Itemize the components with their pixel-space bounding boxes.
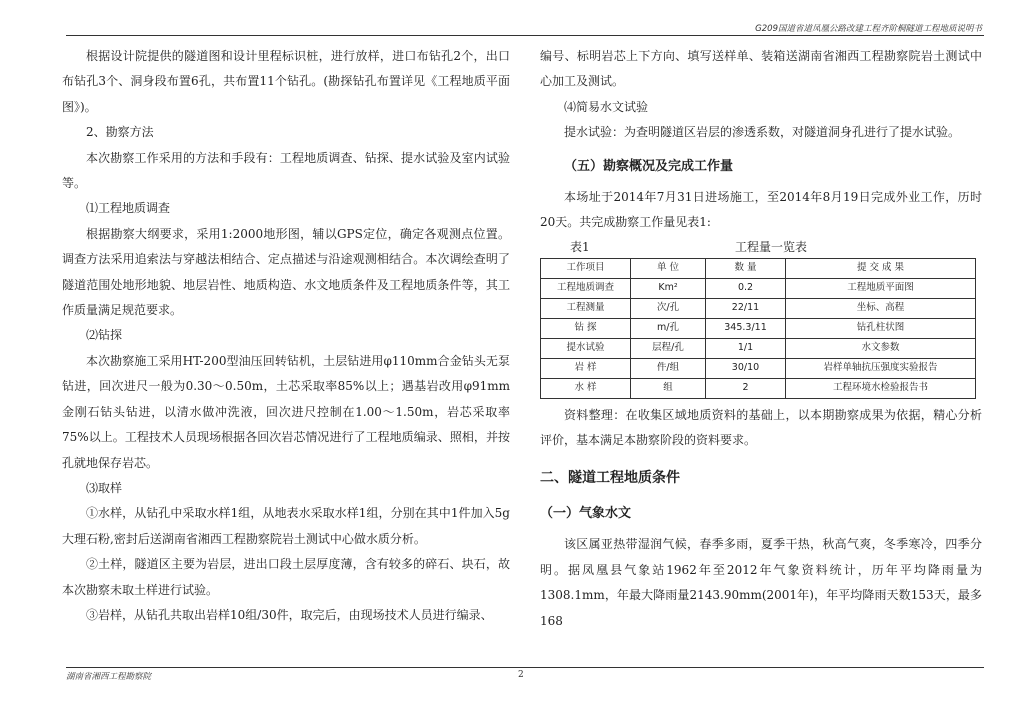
table-cell: 工程地质平面图 bbox=[786, 278, 976, 298]
paragraph: 资料整理：在收集区域地质资料的基础上，以本期勘察成果为依据，精心分析评价，基本满足本勘察阶段的资料要求。 bbox=[540, 407, 982, 448]
running-header: G209国道省道凤凰公路改建工程齐阶桐隧道工程地质说明书 bbox=[755, 24, 982, 34]
table-cell: 岩样单轴抗压强度实验报告 bbox=[786, 358, 976, 378]
paragraph: 本次勘察施工采用HT-200型油压回转钻机，土层钻进用φ110mm合金钻头无泵钻进，回次进尺一般为0.30～0.50m，土芯采取率85%以上；遇基岩改用φ91mm金刚石钻头钻进，以清水做冲洗液，回次进尺控制在1.00～1.50m，岩芯采取率75%以上。工程技术人员现场根据各回次岩芯情况进行了工程地质编录、照相，并按孔就地保存岩芯。 bbox=[62, 353, 510, 470]
left-column bbox=[62, 44, 510, 628]
table-header-row bbox=[541, 258, 976, 278]
section-heading-climate: （一）气象水文 bbox=[540, 506, 632, 522]
paragraph: ③岩样，从钻孔共取出岩样10组/30件，取完后，由现场技术人员进行编录、 bbox=[86, 607, 493, 622]
paragraph: 根据设计院提供的隧道图和设计里程标识桩，进行放样，进口布钻孔2个，出口布钻孔3个、洞身段布置6孔，共布置11个钻孔。(勘探钻孔布置详见《工程地质平面图》)。 bbox=[62, 49, 510, 114]
paragraph: 提水试验：为查明隧道区岩层的渗透系数，对隧道洞身孔进行了提水试验。 bbox=[564, 125, 961, 140]
right-column bbox=[540, 44, 982, 634]
paragraph: 本场址于2014年7月31日进场施工，至2014年8月19日完成外业工作，历时20天。共完成勘察工作量见表1: bbox=[540, 190, 982, 230]
header-rule bbox=[66, 35, 984, 36]
table-cell: 水文参数 bbox=[786, 338, 976, 358]
table-cell: 1/1 bbox=[706, 338, 786, 358]
paragraph: 该区属亚热带湿润气候，春季多雨，夏季干热，秋高气爽，冬季寒冷，四季分明。据凤凰县气象站1962年至2012年气象资料统计，历年平均降雨量为1308.1mm，年最大降雨量2143.90mm(2001年)，年平均降雨天数153天，最多168 bbox=[540, 537, 982, 628]
table-row bbox=[541, 298, 976, 318]
paragraph: 本次勘察工作采用的方法和手段有：工程地质调查、钻探、提水试验及室内试验等。 bbox=[62, 150, 510, 191]
table-cell: 345.3/11 bbox=[706, 318, 786, 338]
table-title: 工程量一览表 bbox=[735, 239, 808, 254]
table-cell: 层程/孔 bbox=[631, 338, 706, 358]
section-heading-overview: （五）勘察概况及完成工作量 bbox=[564, 158, 734, 174]
paragraph: 根据勘察大纲要求，采用1:2000地形图，辅以GPS定位，确定各观测点位置。调查方法采用追索法与穿越法相结合、定点描述与沿途观测相结合。本次调绘查明了隧道范围处地形地貌、地层岩性、地质构造、水文地质条件及工程地质条件等，其工作质量满足规范要求。 bbox=[62, 226, 510, 318]
table-cell: 件/组 bbox=[631, 358, 706, 378]
subheading-water-test: ⑷简易水文试验 bbox=[564, 99, 649, 114]
table-cell: 水 样 bbox=[541, 378, 631, 398]
page-number: 2 bbox=[518, 670, 524, 680]
table-cell: 工程环境水检验报告书 bbox=[786, 378, 976, 398]
subheading-survey: ⑴工程地质调查 bbox=[86, 201, 171, 216]
table-row bbox=[541, 318, 976, 338]
paragraph: ②土样，隧道区主要为岩层，进出口段土层厚度薄，含有较多的碎石、块石，故本次勘察未取土样进行试验。 bbox=[62, 557, 510, 597]
table-cell: 钻孔柱状图 bbox=[786, 318, 976, 338]
table-header-cell: 单 位 bbox=[631, 258, 706, 278]
table-cell: m/孔 bbox=[631, 318, 706, 338]
table-cell: 坐标、高程 bbox=[786, 298, 976, 318]
footer-rule bbox=[66, 667, 984, 668]
table-cell: 22/11 bbox=[706, 298, 786, 318]
table-cell: 岩 样 bbox=[541, 358, 631, 378]
table-row bbox=[541, 338, 976, 358]
table-number: 表1 bbox=[570, 239, 590, 254]
table-header-cell: 提 交 成 果 bbox=[786, 258, 976, 278]
paragraph: 编号、标明岩芯上下方向、填写送样单、装箱送湖南省湘西工程勘察院岩土测试中心加工及测试。 bbox=[540, 49, 982, 89]
table-cell: 2 bbox=[706, 378, 786, 398]
table-header-cell: 工作项目 bbox=[541, 258, 631, 278]
table-cell: 30/10 bbox=[706, 358, 786, 378]
table-row bbox=[541, 278, 976, 298]
table-cell: 工程地质调查 bbox=[541, 278, 631, 298]
table-caption bbox=[540, 236, 982, 258]
table-cell: 次/孔 bbox=[631, 298, 706, 318]
table-cell: 工程测量 bbox=[541, 298, 631, 318]
table-row bbox=[541, 358, 976, 378]
paragraph: ①水样，从钻孔中采取水样1组，从地表水采取水样1组，分别在其中1件加入5g大理石粉,密封后送湖南省湘西工程勘察院岩土测试中心做水质分析。 bbox=[62, 506, 510, 546]
table-cell: 组 bbox=[631, 378, 706, 398]
chapter-heading: 二、隧道工程地质条件 bbox=[540, 469, 680, 486]
table-header-cell: 数 量 bbox=[706, 258, 786, 278]
table-cell: Km² bbox=[631, 278, 706, 298]
table-cell: 提水试验 bbox=[541, 338, 631, 358]
table-row bbox=[541, 378, 976, 398]
table-cell: 钻 探 bbox=[541, 318, 631, 338]
workload-table bbox=[540, 258, 976, 399]
table-cell: 0.2 bbox=[706, 278, 786, 298]
section-heading-method: 2、勘察方法 bbox=[86, 125, 154, 140]
subheading-drill: ⑵钻探 bbox=[86, 328, 123, 343]
subheading-sample: ⑶取样 bbox=[86, 480, 123, 495]
footer-org: 湖南省湘西工程勘察院 bbox=[66, 672, 152, 682]
